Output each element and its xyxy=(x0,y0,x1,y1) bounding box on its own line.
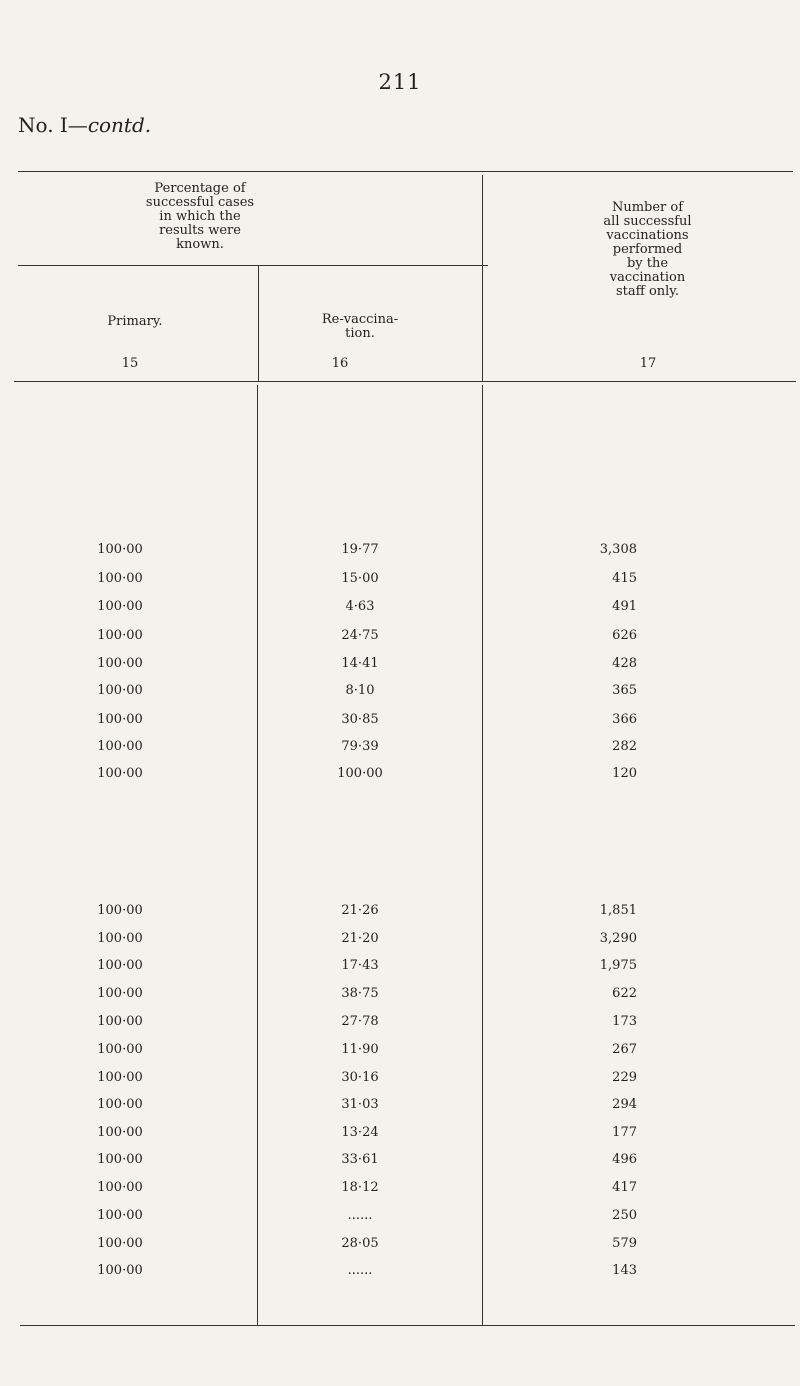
primary-cell: 100·00 xyxy=(97,986,143,1001)
column-number-15: 15 xyxy=(121,356,139,371)
primary-header: Primary. xyxy=(107,314,163,329)
primary-cell: 100·00 xyxy=(97,1263,143,1278)
table-bottom-rule xyxy=(20,1325,795,1326)
count-cell: 250 xyxy=(612,1208,637,1223)
column-divider-1 xyxy=(258,265,259,381)
revaccination-cell: 24·75 xyxy=(341,628,379,643)
revaccination-cell: 8·10 xyxy=(345,683,375,698)
revaccination-cell: ...... xyxy=(347,1263,373,1278)
continuation-prefix: No. I— xyxy=(18,113,88,137)
primary-cell: 100·00 xyxy=(97,1125,143,1140)
continuation-label xyxy=(18,113,151,137)
primary-cell: 100·00 xyxy=(97,958,143,973)
primary-cell: 100·00 xyxy=(97,599,143,614)
count-cell: 177 xyxy=(612,1125,637,1140)
header-line: Percentage of xyxy=(154,181,246,196)
primary-cell: 100·00 xyxy=(97,571,143,586)
primary-cell: 100·00 xyxy=(97,1208,143,1223)
primary-cell: 100·00 xyxy=(97,628,143,643)
count-cell: 267 xyxy=(612,1042,637,1057)
revaccination-cell: 33·61 xyxy=(341,1152,379,1167)
primary-cell: 100·00 xyxy=(97,1014,143,1029)
header-line: staff only. xyxy=(615,284,680,299)
revaccination-cell: 27·78 xyxy=(341,1014,379,1029)
primary-cell: 100·00 xyxy=(97,1042,143,1057)
primary-cell: 100·00 xyxy=(97,739,143,754)
header-line: Number of xyxy=(611,200,684,215)
revaccination-cell: 28·05 xyxy=(341,1236,379,1251)
count-cell: 3,308 xyxy=(599,542,637,557)
header-line: known. xyxy=(176,237,224,252)
count-cell: 415 xyxy=(612,571,637,586)
count-cell: 491 xyxy=(612,599,637,614)
count-cell: 294 xyxy=(612,1097,637,1112)
header-bottom-rule xyxy=(14,381,796,382)
group-header-rule xyxy=(18,265,488,266)
revaccination-cell: 21·26 xyxy=(341,903,379,918)
primary-cell: 100·00 xyxy=(97,542,143,557)
column-divider-2-body xyxy=(482,385,483,1325)
revaccination-cell: 100·00 xyxy=(337,766,383,781)
primary-cell: 100·00 xyxy=(97,1097,143,1112)
continuation-italic: contd. xyxy=(87,113,152,137)
primary-cell: 100·00 xyxy=(97,712,143,727)
count-cell: 282 xyxy=(612,739,637,754)
header-line: all successful xyxy=(603,214,692,229)
column-divider-2 xyxy=(482,175,483,381)
count-cell: 428 xyxy=(612,656,637,671)
revaccination-cell: 19·77 xyxy=(341,542,379,557)
count-cell: 417 xyxy=(612,1180,637,1195)
header-line: successful cases xyxy=(145,195,255,210)
revaccination-cell: 15·00 xyxy=(341,571,379,586)
header-line: vaccination xyxy=(609,270,686,285)
primary-cell: 100·00 xyxy=(97,766,143,781)
revaccination-cell: ...... xyxy=(347,1208,373,1223)
count-cell: 173 xyxy=(612,1014,637,1029)
count-cell: 626 xyxy=(612,628,637,643)
revaccination-cell: 38·75 xyxy=(341,986,379,1001)
revaccination-cell: 30·85 xyxy=(341,712,379,727)
primary-cell: 100·00 xyxy=(97,903,143,918)
primary-cell: 100·00 xyxy=(97,683,143,698)
revaccination-cell: 11·90 xyxy=(341,1042,379,1057)
header-line: performed xyxy=(612,242,683,257)
primary-cell: 100·00 xyxy=(97,1236,143,1251)
primary-cell: 100·00 xyxy=(97,931,143,946)
column-number-17: 17 xyxy=(639,356,657,371)
header-line: results were xyxy=(159,223,241,238)
count-cell: 496 xyxy=(612,1152,637,1167)
count-cell: 366 xyxy=(612,712,637,727)
header-line: tion. xyxy=(345,326,375,341)
header-line: vaccinations xyxy=(606,228,689,243)
header-line: by the xyxy=(626,256,669,271)
successful-vaccinations-header xyxy=(555,201,740,299)
count-cell: 1,851 xyxy=(599,903,637,918)
revaccination-header xyxy=(270,313,450,341)
revaccination-cell: 79·39 xyxy=(341,739,379,754)
count-cell: 3,290 xyxy=(599,931,637,946)
revaccination-cell: 31·03 xyxy=(341,1097,379,1112)
count-cell: 229 xyxy=(612,1070,637,1085)
revaccination-cell: 14·41 xyxy=(341,656,379,671)
primary-cell: 100·00 xyxy=(97,1070,143,1085)
count-cell: 365 xyxy=(612,683,637,698)
revaccination-cell: 21·20 xyxy=(341,931,379,946)
column-number-16: 16 xyxy=(331,356,349,371)
primary-cell: 100·00 xyxy=(97,1180,143,1195)
column-divider-1-body xyxy=(257,385,258,1325)
count-cell: 579 xyxy=(612,1236,637,1251)
revaccination-cell: 18·12 xyxy=(341,1180,379,1195)
primary-cell: 100·00 xyxy=(97,656,143,671)
revaccination-cell: 13·24 xyxy=(341,1125,379,1140)
page-number: 211 xyxy=(378,70,422,94)
header-line: Re-vaccina- xyxy=(321,312,399,327)
table-top-rule xyxy=(18,171,793,172)
count-cell: 120 xyxy=(612,766,637,781)
revaccination-cell: 30·16 xyxy=(341,1070,379,1085)
revaccination-cell: 4·63 xyxy=(345,599,375,614)
primary-cell: 100·00 xyxy=(97,1152,143,1167)
percentage-group-header xyxy=(100,182,300,252)
revaccination-cell: 17·43 xyxy=(341,958,379,973)
count-cell: 143 xyxy=(612,1263,637,1278)
count-cell: 1,975 xyxy=(599,958,637,973)
header-line: in which the xyxy=(159,209,241,224)
count-cell: 622 xyxy=(612,986,637,1001)
